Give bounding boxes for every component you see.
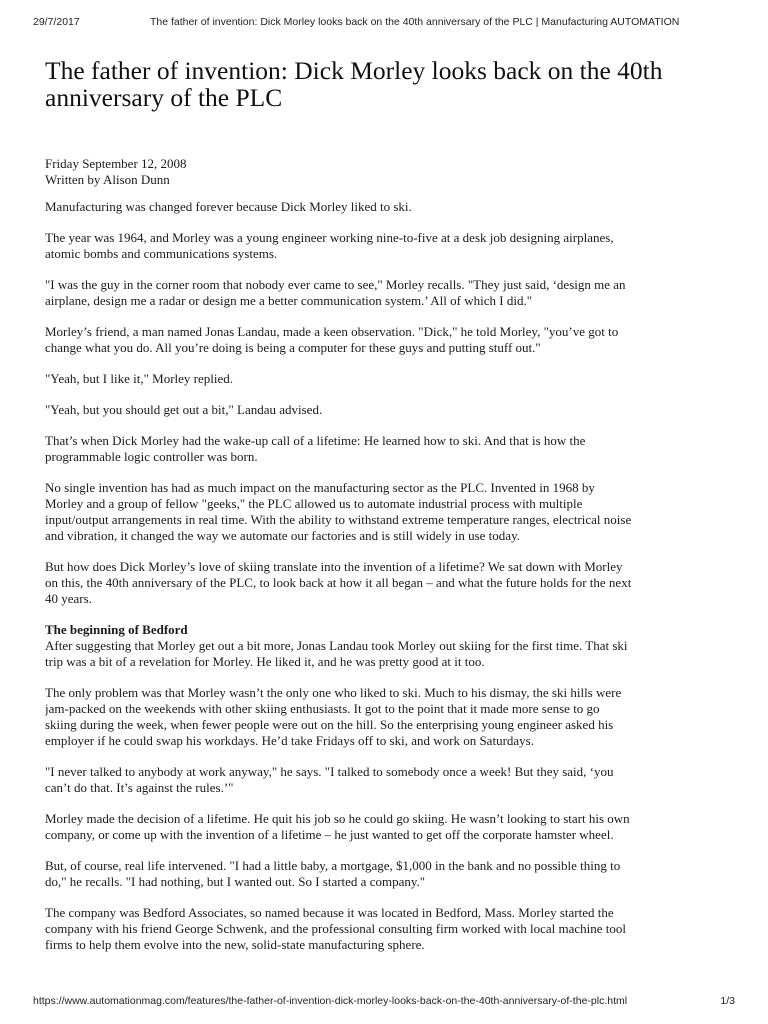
paragraph bbox=[45, 638, 733, 670]
paragraph-line: Manufacturing was changed forever because Dick Morley liked to ski. bbox=[45, 199, 412, 214]
paragraph-line: Morley and a group of fellow "geeks," the PLC allowed us to automate industrial process with multiple bbox=[45, 496, 583, 511]
paragraph-line: atomic bombs and communications systems. bbox=[45, 246, 278, 261]
article-title-line: The father of invention: Dick Morley looks back on the 40th bbox=[45, 57, 663, 85]
paragraph bbox=[45, 230, 733, 262]
paragraph-line: The year was 1964, and Morley was a young engineer working nine-to-five at a desk job designing airplanes, bbox=[45, 230, 614, 245]
article-date: Friday September 12, 2008 bbox=[45, 156, 187, 171]
paragraph-line: "I was the guy in the corner room that nobody ever came to see," Morley recalls. "They just said, ‘design me an bbox=[45, 277, 626, 292]
paragraph-line: But how does Dick Morley’s love of skiing translate into the invention of a lifetime? We sat down with Morley bbox=[45, 559, 623, 574]
article-author: Written by Alison Dunn bbox=[45, 172, 170, 187]
paragraph-line: After suggesting that Morley get out a bit more, Jonas Landau took Morley out skiing for the first time. That ski bbox=[45, 638, 628, 653]
paragraph bbox=[45, 764, 733, 796]
article-title bbox=[45, 57, 733, 111]
paragraph-line: That’s when Dick Morley had the wake-up call of a lifetime: He learned how to ski. And that is how the bbox=[45, 433, 586, 448]
paragraph bbox=[45, 277, 733, 309]
paragraph-line: The company was Bedford Associates, so named because it was located in Bedford, Mass. Morley started the bbox=[45, 905, 614, 920]
paragraph-line: firms to help them evolve into the new, solid-state manufacturing sphere. bbox=[45, 937, 425, 952]
print-document-title: The father of invention: Dick Morley looks back on the 40th anniversary of the PLC | Manufacturing AUTOMATION bbox=[150, 16, 680, 28]
print-url: https://www.automationmag.com/features/the-father-of-invention-dick-morley-looks-back-on-the-40th-anniversary-of-the-plc.html bbox=[33, 995, 628, 1007]
paragraph bbox=[45, 858, 733, 890]
page-number: 1/3 bbox=[720, 995, 735, 1007]
print-header bbox=[33, 16, 735, 30]
paragraph bbox=[45, 402, 733, 418]
paragraph-line: and vibration, it changed the way we automate our factories and is still widely in use today. bbox=[45, 528, 520, 543]
paragraph-line: 40 years. bbox=[45, 591, 92, 606]
paragraph-line: Morley’s friend, a man named Jonas Landau, made a keen observation. "Dick," he told Morley, "you’ve got to bbox=[45, 324, 619, 339]
paragraph-line: can’t do that. It’s against the rules.’" bbox=[45, 780, 234, 795]
paragraph bbox=[45, 324, 733, 356]
article-meta bbox=[45, 156, 733, 188]
paragraph-line: on this, the 40th anniversary of the PLC, to look back at how it all began – and what the future holds for the next bbox=[45, 575, 632, 590]
paragraph-line: programmable logic controller was born. bbox=[45, 449, 258, 464]
paragraph-line: change what you do. All you’re doing is being a computer for these guys and putting stuff out." bbox=[45, 340, 541, 355]
paragraph-line: "Yeah, but I like it," Morley replied. bbox=[45, 371, 234, 386]
article bbox=[45, 57, 733, 968]
paragraph bbox=[45, 905, 733, 953]
print-date: 29/7/2017 bbox=[33, 16, 80, 28]
paragraph-line: employer if he could swap his workdays. He’d take Fridays off to ski, and work on Saturdays. bbox=[45, 733, 534, 748]
paragraph bbox=[45, 433, 733, 465]
paragraph-line: company, or come up with the invention of a lifetime – he just wanted to get off the corporate hamster wheel. bbox=[45, 827, 614, 842]
paragraph-line: No single invention has had as much impact on the manufacturing sector as the PLC. Invented in 1968 by bbox=[45, 480, 595, 495]
paragraph-line: trip was a bit of a revelation for Morley. He liked it, and he was pretty good at it too. bbox=[45, 654, 485, 669]
article-title-line: anniversary of the PLC bbox=[45, 83, 283, 112]
print-footer bbox=[33, 995, 735, 1009]
paragraph-line: input/output arrangements in real time. With the ability to withstand extreme temperature ranges, electrical noise bbox=[45, 512, 632, 527]
paragraph-line: The only problem was that Morley wasn’t the only one who liked to ski. Much to his dismay, the ski hills were bbox=[45, 685, 622, 700]
paragraph-line: company with his friend George Schwenk, and the professional consulting firm worked with local machine tool bbox=[45, 921, 627, 936]
section-body bbox=[45, 638, 733, 953]
paragraph-line: "Yeah, but you should get out a bit," Landau advised. bbox=[45, 402, 323, 417]
paragraph bbox=[45, 685, 733, 749]
paragraph-line: airplane, design me a radar or design me a better communication system.’ All of which I did." bbox=[45, 293, 533, 308]
paragraph-line: skiing during the week, when fewer people were out on the hill. So the enterprising young engineer asked his bbox=[45, 717, 614, 732]
paragraph bbox=[45, 480, 733, 544]
paragraph-line: But, of course, real life intervened. "I had a little baby, a mortgage, $1,000 in the bank and no possible thing to bbox=[45, 858, 621, 873]
article-body bbox=[45, 199, 733, 607]
paragraph-line: "I never talked to anybody at work anyway," he says. "I talked to somebody once a week! But they said, ‘you bbox=[45, 764, 614, 779]
section-heading: The beginning of Bedford bbox=[45, 622, 188, 637]
paragraph bbox=[45, 371, 733, 387]
paragraph bbox=[45, 811, 733, 843]
paragraph-line: jam-packed on the weekends with other skiing enthusiasts. It got to the point that it made more sense to go bbox=[45, 701, 600, 716]
paragraph bbox=[45, 199, 733, 215]
paragraph-line: do," he recalls. "I had nothing, but I wanted out. So I started a company." bbox=[45, 874, 426, 889]
paragraph-line: Morley made the decision of a lifetime. He quit his job so he could go skiing. He wasn’t looking to start his own bbox=[45, 811, 630, 826]
paragraph bbox=[45, 559, 733, 607]
